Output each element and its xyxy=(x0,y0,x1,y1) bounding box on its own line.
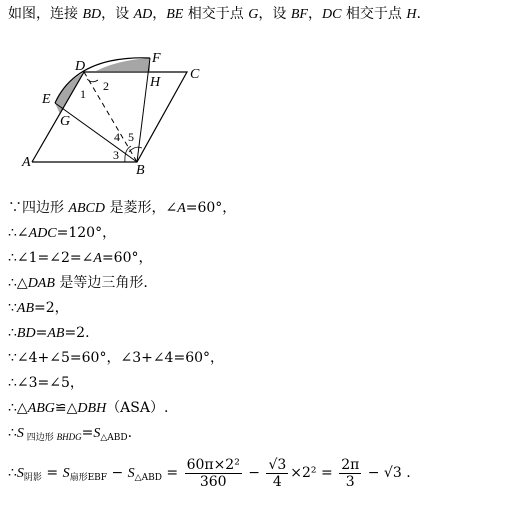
formula-text: ×2² = xyxy=(290,465,338,481)
intro-h: H xyxy=(406,7,417,22)
angle-label-5: 5 xyxy=(128,130,134,144)
proof-text: =120°， xyxy=(56,225,117,241)
fraction-result xyxy=(339,457,361,490)
proof-text: 是等边三角形. xyxy=(54,275,148,291)
proof-var: DBH xyxy=(77,401,107,416)
proof-line-7 xyxy=(8,349,224,367)
proof-var: DAB xyxy=(27,276,55,291)
proof-text: ∴ xyxy=(8,325,17,341)
geometry-figure xyxy=(0,0,512,180)
angle-label-2: 2 xyxy=(103,79,109,93)
proof-text: ∴∠1=∠2=∠ xyxy=(8,250,94,266)
proof-text: ∵四边形 xyxy=(8,200,69,216)
formula-text: ∴ xyxy=(8,465,17,481)
intro-line xyxy=(8,5,421,24)
proof-text: . xyxy=(127,425,133,441)
proof-line-5 xyxy=(8,299,69,318)
rhombus-outline xyxy=(32,72,187,162)
proof-var: BD xyxy=(16,326,36,341)
formula-sub: 阴影 xyxy=(23,473,42,483)
proof-text: ∴ xyxy=(8,425,17,441)
proof-var: A xyxy=(93,251,102,266)
formula-text: − xyxy=(107,465,128,481)
proof-text: （ASA）. xyxy=(106,400,169,416)
label-a: A xyxy=(22,155,31,170)
angle-arc-d xyxy=(87,79,98,82)
formula-text: = xyxy=(41,465,63,481)
proof-line-9 xyxy=(8,399,168,418)
fraction-numerator: 2π xyxy=(341,456,360,473)
proof-var: AB xyxy=(16,301,35,316)
intro-be: BE xyxy=(166,7,184,22)
proof-text: ∴∠ xyxy=(8,225,29,241)
fraction-numerator: 60π×2² xyxy=(186,456,240,473)
intro-text: 相交于点 xyxy=(183,6,249,22)
intro-bd: BD xyxy=(82,7,102,22)
proof-text: ≌△ xyxy=(54,400,78,416)
proof-text: = xyxy=(81,425,94,441)
proof-text: ∴△ xyxy=(8,400,28,416)
intro-text: 相交于点 xyxy=(341,6,407,22)
label-d: D xyxy=(75,59,86,74)
label-c: C xyxy=(190,67,200,82)
diagonal-bd xyxy=(84,72,137,162)
formula-text: − √3 . xyxy=(363,465,411,481)
shaded-segment-top xyxy=(96,58,150,71)
proof-line-4 xyxy=(8,274,148,293)
proof-text: ∴∠3=∠5， xyxy=(8,375,84,391)
proof-text: ∴△ xyxy=(8,275,28,291)
angle-label-1: 1 xyxy=(80,87,86,101)
proof-text: =60°， xyxy=(185,200,237,216)
fraction-sector xyxy=(185,457,242,490)
proof-text: =2. xyxy=(64,325,90,341)
formula-sub: △ABD xyxy=(134,473,162,483)
intro-g: G xyxy=(248,7,259,22)
intro-text: ， xyxy=(307,6,322,22)
proof-var: ABCD xyxy=(68,201,106,216)
formula-var: S xyxy=(127,466,135,481)
proof-text: =60°， xyxy=(101,250,153,266)
proof-line-10 xyxy=(8,424,132,447)
proof-var: S xyxy=(93,426,101,441)
label-h: H xyxy=(150,75,161,90)
intro-ad: AD xyxy=(133,7,153,22)
proof-line-3 xyxy=(8,249,152,268)
intro-text: . xyxy=(416,6,421,22)
proof-var: S xyxy=(16,426,24,441)
fraction-numerator: √3 xyxy=(268,456,287,473)
proof-sub: △ABD xyxy=(100,433,128,443)
label-g: G xyxy=(60,114,71,129)
intro-text: ， xyxy=(152,6,167,22)
proof-line-2 xyxy=(8,224,116,243)
formula-text: = xyxy=(161,465,183,481)
intro-text: 如图，连接 xyxy=(8,6,83,22)
proof-sub: BHDG xyxy=(56,432,82,442)
proof-var: ABG xyxy=(27,401,55,416)
proof-line-6 xyxy=(8,324,90,343)
proof-var: A xyxy=(177,201,186,216)
proof-text: 是菱形，∠ xyxy=(105,200,178,216)
segment-be xyxy=(55,103,137,162)
angle-label-3: 3 xyxy=(113,148,119,162)
proof-sub: 四边形 xyxy=(23,433,57,443)
proof-var: AB xyxy=(47,326,65,341)
fraction-triangle xyxy=(266,457,288,490)
proof-var: ADC xyxy=(28,226,57,241)
shaded-segment-left xyxy=(55,73,83,114)
formula-var: S xyxy=(62,466,70,481)
proof-text: =2， xyxy=(34,300,69,316)
formula-text: − xyxy=(243,465,265,481)
intro-dc: DC xyxy=(321,7,342,22)
area-formula xyxy=(8,456,411,495)
angle-arc-b xyxy=(125,146,131,162)
fraction-denominator: 4 xyxy=(272,473,282,490)
angle-label-4: 4 xyxy=(114,130,120,144)
proof-line-1 xyxy=(8,199,236,218)
formula-var: S xyxy=(16,466,24,481)
proof-text: ∵ xyxy=(8,300,17,316)
label-e: E xyxy=(42,92,51,107)
proof-text: ∵∠4+∠5=60°，∠3+∠4=60°， xyxy=(8,350,225,366)
fraction-denominator: 360 xyxy=(199,473,227,490)
fraction-denominator: 3 xyxy=(345,473,355,490)
proof-text: = xyxy=(35,325,48,341)
label-b: B xyxy=(136,163,145,178)
intro-bf: BF xyxy=(290,7,308,22)
intro-text: ，设 xyxy=(258,6,291,22)
intro-text: ，设 xyxy=(101,6,134,22)
label-f: F xyxy=(152,51,161,66)
segment-bf xyxy=(137,58,150,162)
proof-line-8 xyxy=(8,374,84,392)
formula-sub: 扇形EBF xyxy=(69,473,108,483)
